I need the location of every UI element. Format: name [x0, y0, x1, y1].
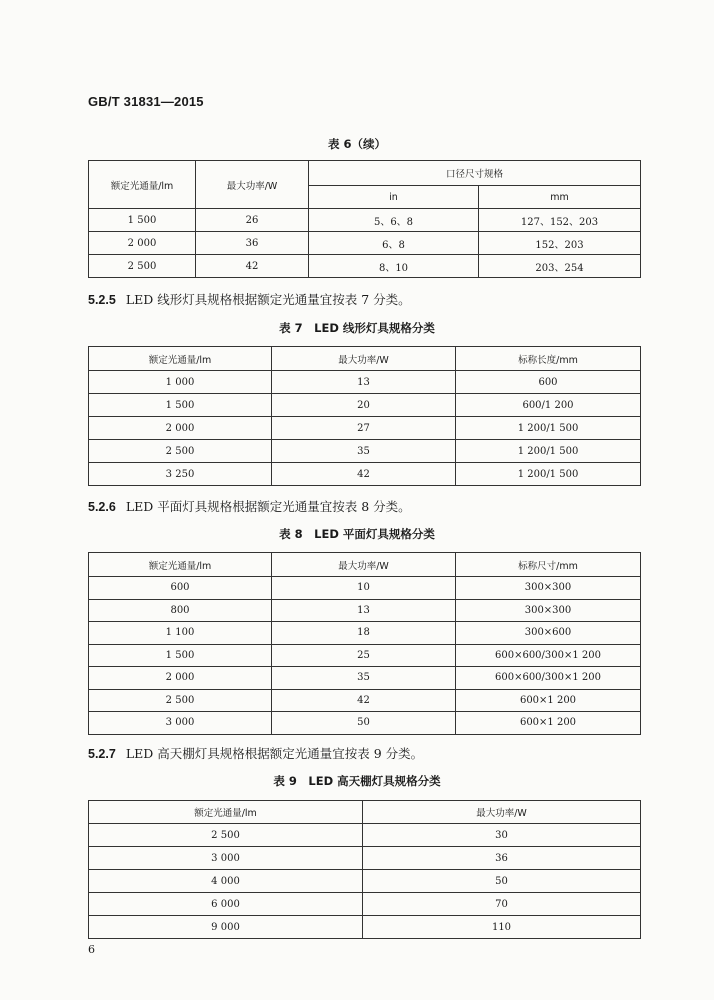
table-cell: 110: [363, 916, 641, 939]
table9: [88, 800, 641, 939]
table8: [88, 552, 641, 735]
clause-number: 5.2.5: [88, 293, 116, 307]
table7-header-luminous-flux: 额定光通量/lm: [89, 347, 272, 371]
table-cell: 152、203: [479, 232, 641, 255]
table-cell: 300×600: [456, 622, 641, 645]
table-cell: 4 000: [89, 870, 363, 893]
table-cell: 26: [196, 209, 309, 232]
page-number: 6: [88, 943, 95, 956]
clause-text: LED 平面灯具规格根据额定光通量宜按表 8 分类。: [125, 499, 411, 514]
table7: [88, 346, 641, 486]
table-cell: 5、6、8: [309, 209, 479, 232]
table-cell: 18: [272, 622, 456, 645]
table-cell: 36: [196, 232, 309, 255]
table-cell: 36: [363, 847, 641, 870]
table-cell: 20: [272, 394, 456, 417]
table-cell: 35: [272, 667, 456, 690]
table-cell: 27: [272, 417, 456, 440]
table9-header-max-power: 最大功率/W: [363, 801, 641, 824]
table7-header-nominal-length: 标称长度/mm: [456, 347, 641, 371]
table-row: [89, 644, 641, 667]
table8-header-nominal-size: 标称尺寸/mm: [456, 553, 641, 577]
table-row: [89, 255, 641, 278]
table-cell: 6、8: [309, 232, 479, 255]
table-cell: 2 000: [89, 232, 196, 255]
table-cell: 600: [89, 577, 272, 600]
table-row: [89, 463, 641, 486]
clause-text: LED 线形灯具规格根据额定光通量宜按表 7 分类。: [125, 292, 411, 307]
table8-header-max-power: 最大功率/W: [272, 553, 456, 577]
table-cell: 600×600/300×1 200: [456, 667, 641, 690]
table-cell: 13: [272, 599, 456, 622]
table-row: [89, 824, 641, 847]
table-cell: 2 500: [89, 824, 363, 847]
table-cell: 2 500: [89, 689, 272, 712]
table-cell: 3 000: [89, 712, 272, 735]
table-row: [89, 870, 641, 893]
table-cell: 300×300: [456, 599, 641, 622]
table-cell: 6 000: [89, 893, 363, 916]
table-cell: 1 500: [89, 209, 196, 232]
table-cell: 42: [196, 255, 309, 278]
clause-number: 5.2.7: [88, 747, 116, 761]
table6: [88, 160, 641, 278]
table-row: [89, 689, 641, 712]
table6-header-in: in: [309, 186, 479, 209]
document-code: GB/T 31831—2015: [88, 94, 204, 109]
table6-header-luminous-flux: 额定光通量/lm: [89, 161, 196, 209]
table-cell: 600×1 200: [456, 712, 641, 735]
table-row: [89, 893, 641, 916]
table-row: [89, 667, 641, 690]
table-row: [89, 417, 641, 440]
table-cell: 600: [456, 371, 641, 394]
table8-caption: 表 8 LED 平面灯具规格分类: [279, 527, 435, 541]
table-cell: 1 500: [89, 394, 272, 417]
table-cell: 600×1 200: [456, 689, 641, 712]
table6-header-aperture: 口径尺寸规格: [309, 161, 641, 186]
table-cell: 1 200/1 500: [456, 463, 641, 486]
table-cell: 2 500: [89, 440, 272, 463]
table-cell: 2 000: [89, 667, 272, 690]
table7-header-max-power: 最大功率/W: [272, 347, 456, 371]
table-cell: 600/1 200: [456, 394, 641, 417]
clause-5-2-5: [88, 290, 411, 308]
table-cell: 203、254: [479, 255, 641, 278]
table-row: [89, 209, 641, 232]
table-cell: 42: [272, 463, 456, 486]
table-cell: 1 500: [89, 644, 272, 667]
table-cell: 1 000: [89, 371, 272, 394]
table-row: [89, 599, 641, 622]
table7-caption: 表 7 LED 线形灯具规格分类: [279, 321, 435, 335]
table-cell: 1 200/1 500: [456, 440, 641, 463]
table-cell: 35: [272, 440, 456, 463]
table-cell: 300×300: [456, 577, 641, 600]
table-row: [89, 371, 641, 394]
table-cell: 127、152、203: [479, 209, 641, 232]
table9-caption: 表 9 LED 高天棚灯具规格分类: [273, 774, 441, 788]
table-cell: 1 200/1 500: [456, 417, 641, 440]
table-cell: 3 000: [89, 847, 363, 870]
table-row: [89, 622, 641, 645]
table-cell: 1 100: [89, 622, 272, 645]
table-row: [89, 394, 641, 417]
table-row: [89, 847, 641, 870]
table6-header-max-power: 最大功率/W: [196, 161, 309, 209]
clause-5-2-7: [88, 744, 423, 762]
table-cell: 42: [272, 689, 456, 712]
table-row: [89, 232, 641, 255]
table-cell: 8、10: [309, 255, 479, 278]
table-cell: 25: [272, 644, 456, 667]
table-cell: 50: [363, 870, 641, 893]
clause-text: LED 高天棚灯具规格根据额定光通量宜按表 9 分类。: [125, 746, 424, 761]
clause-number: 5.2.6: [88, 500, 116, 514]
table6-caption: 表 6（续）: [327, 137, 386, 151]
table-row: [89, 916, 641, 939]
table6-header-mm: mm: [479, 186, 641, 209]
table-cell: 70: [363, 893, 641, 916]
table-cell: 13: [272, 371, 456, 394]
table8-header-luminous-flux: 额定光通量/lm: [89, 553, 272, 577]
table-cell: 10: [272, 577, 456, 600]
table-cell: 600×600/300×1 200: [456, 644, 641, 667]
table-cell: 30: [363, 824, 641, 847]
table-row: [89, 577, 641, 600]
table-cell: 3 250: [89, 463, 272, 486]
table-cell: 2 500: [89, 255, 196, 278]
table-row: [89, 440, 641, 463]
table-row: [89, 712, 641, 735]
clause-5-2-6: [88, 497, 411, 515]
table9-header-luminous-flux: 额定光通量/lm: [89, 801, 363, 824]
table-cell: 2 000: [89, 417, 272, 440]
table-cell: 9 000: [89, 916, 363, 939]
table-cell: 50: [272, 712, 456, 735]
table-cell: 800: [89, 599, 272, 622]
